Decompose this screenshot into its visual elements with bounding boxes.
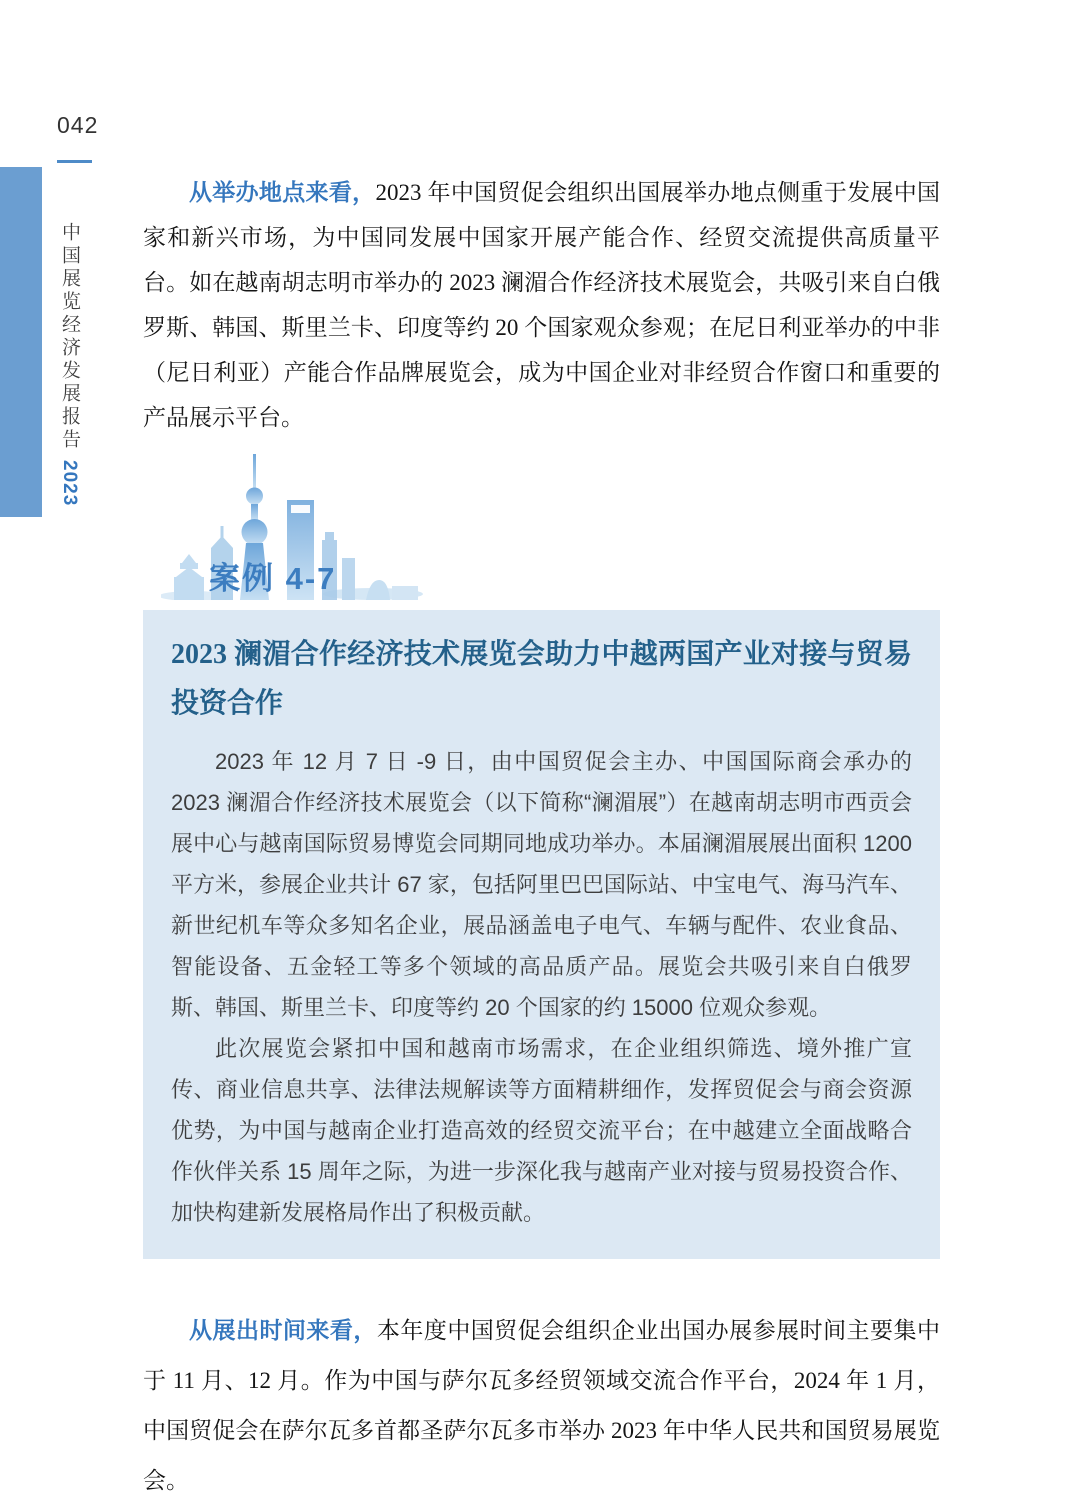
case-paragraph-1: 2023 年 12 月 7 日 -9 日，由中国贸促会主办、中国国际商会承办的 2023 澜湄合作经济技术展览会（以下简称“澜湄展”）在越南胡志明市西贡会展中心与越南国际贸易博览会同期同地成功举办。本届澜湄展展出面积 1200 平方米，参展企业共计 67 家，包括阿里巴巴国际站、中宝电气、海马汽车、新世纪机车等众多知名企业，展品涵盖电子电气、车辆与配件、农业食品、智能设备、五金轻工等多个领域的高品质产品。展览会共吸引来自白俄罗斯、韩国、斯里兰卡、印度等约 20 个国家的约 15000 位观众参观。 [171, 749, 912, 1020]
header-rule [57, 160, 92, 163]
intro-paragraph-text: 2023 年中国贸促会组织出国展举办地点侧重于发展中国家和新兴市场，为中国同发展中国家开展产能合作、经贸交流提供高质量平台。如在越南胡志明市举办的 2023 澜湄合作经济技术展览会，共吸引来自白俄罗斯、韩国、斯里兰卡、印度等约 20 个国家观众参观；在尼日利亚举办的中非（尼日利亚）产能合作品牌展览会，成为中国企业对非经贸合作窗口和重要的产品展示平台。 [143, 180, 941, 430]
closing-paragraph-lead: 从展出时间来看， [189, 1317, 377, 1343]
sidebar-vertical-title [56, 222, 82, 506]
case-box [143, 610, 940, 1259]
page-number: 042 [57, 112, 99, 138]
intro-paragraph [143, 170, 940, 440]
main-content-column [143, 170, 940, 1506]
sidebar-title-text: 中国展览经济发展报告 [59, 222, 80, 452]
intro-paragraph-lead: 从举办地点来看， [189, 179, 376, 205]
case-figure [143, 448, 940, 600]
case-paragraph-2: 此次展览会紧扣中国和越南市场需求，在企业组织筛选、境外推广宣传、商业信息共享、法律法规解读等方面精耕细作，发挥贸促会与商会资源优势，为中国与越南企业打造高效的经贸交流平台；在中越建立全面战略合作伙伴关系 15 周年之际，为进一步深化我与越南产业对接与贸易投资合作、加快构建新发展格局作出了积极贡献。 [171, 1036, 912, 1225]
sidebar-accent-bar [0, 167, 42, 517]
case-label: 案例 4-7 [209, 561, 337, 596]
closing-paragraph [143, 1305, 940, 1506]
sidebar-year: 2023 [59, 460, 80, 507]
case-title: 2023 澜湄合作经济技术展览会助力中越两国产业对接与贸易投资合作 [171, 639, 912, 719]
closing-paragraph-text: 本年度中国贸促会组织企业出国办展参展时间主要集中于 11 月、12 月。作为中国与萨尔瓦多经贸领域交流合作平台，2024 年 1 月，中国贸促会在萨尔瓦多首都圣萨尔瓦多市举办 2023 年中华人民共和国贸易展览会。 [143, 1318, 941, 1493]
